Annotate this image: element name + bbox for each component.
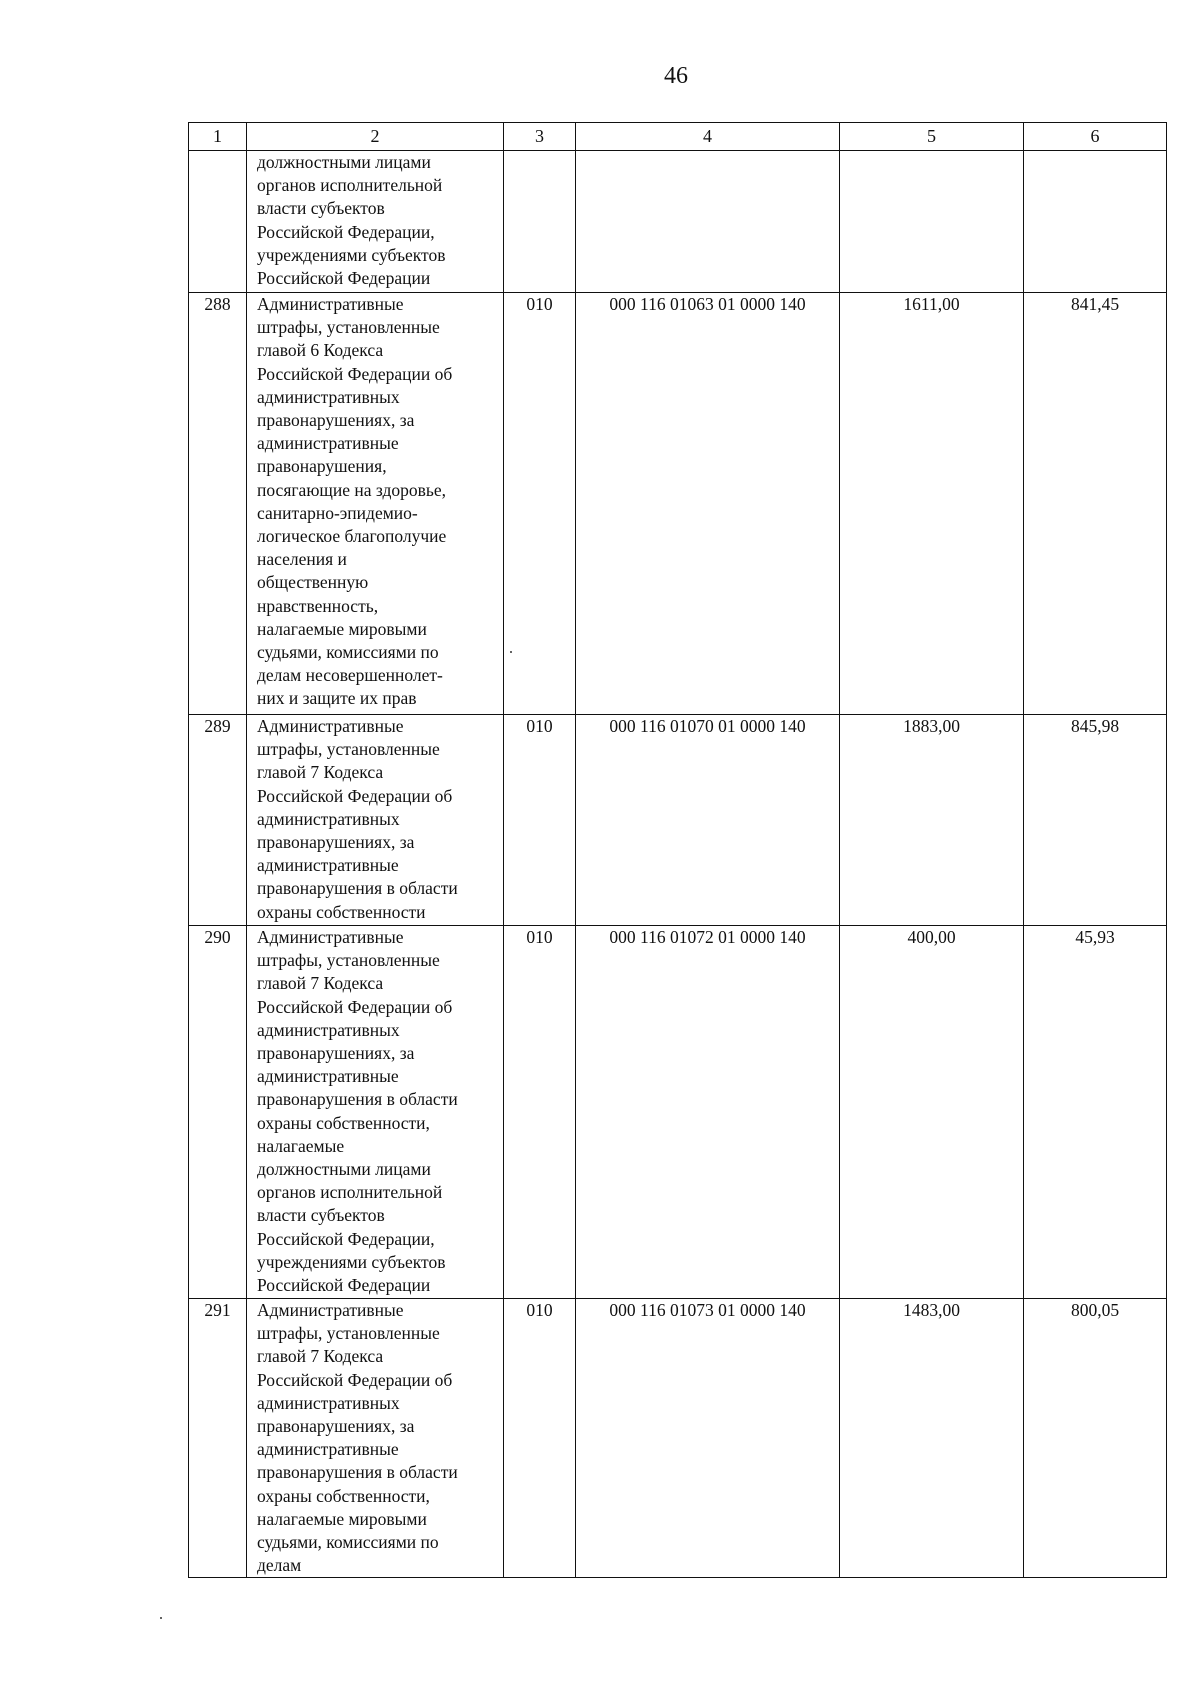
row-col3: 010 <box>504 1299 576 1578</box>
row-description: Административные штрафы, установленные главой 6 Кодекса Российской Федерации об административных правонарушениях, за административные правонарушения, посягающие на здоровье, санитарно-эпидемио- логическое благополучие населения и общественную нравственность, налагаемые мировыми судьями, комиссиями по делам несовершеннолет- них и защите их прав <box>257 294 453 709</box>
header-col-5: 5 <box>840 123 1024 151</box>
table-row-290 <box>189 926 1167 1299</box>
scan-speck <box>160 1617 162 1619</box>
row-number: 290 <box>189 926 247 1299</box>
row-text-cell <box>247 926 504 1299</box>
row-text-cell <box>247 715 504 926</box>
header-col-4: 4 <box>576 123 840 151</box>
table-row-288 <box>189 293 1167 715</box>
row-text-cell <box>247 151 504 293</box>
row-value-6 <box>1024 151 1167 293</box>
row-number <box>189 151 247 293</box>
row-value-5: 1883,00 <box>840 715 1024 926</box>
row-value-6: 845,98 <box>1024 715 1167 926</box>
header-col-2: 2 <box>247 123 504 151</box>
table-header <box>189 123 1167 151</box>
row-number: 288 <box>189 293 247 715</box>
row-value-6: 800,05 <box>1024 1299 1167 1578</box>
page-number: 46 <box>664 63 688 89</box>
table-row-continuation <box>189 151 1167 293</box>
table-row-289 <box>189 715 1167 926</box>
row-col3 <box>504 151 576 293</box>
row-code: 000 116 01073 01 0000 140 <box>576 1299 840 1578</box>
row-number: 289 <box>189 715 247 926</box>
table-row-291 <box>189 1299 1167 1578</box>
header-row <box>189 123 1167 151</box>
row-description: Административные штрафы, установленные главой 7 Кодекса Российской Федерации об административных правонарушениях, за административные правонарушения в области охраны собственности, налагаемые мировыми судьями, комиссиями по делам <box>257 1300 458 1576</box>
row-col3: 010 <box>504 715 576 926</box>
row-col3: 010 <box>504 926 576 1299</box>
row-description: Административные штрафы, установленные главой 7 Кодекса Российской Федерации об административных правонарушениях, за административные правонарушения в области охраны собственности, налагаемые должностными лицами органов исполнительной власти субъектов Российской Федерации, учреждениями субъектов Российской Федерации <box>257 927 458 1296</box>
header-col-1: 1 <box>189 123 247 151</box>
row-value-6: 45,93 <box>1024 926 1167 1299</box>
row-code: 000 116 01072 01 0000 140 <box>576 926 840 1299</box>
row-code: 000 116 01063 01 0000 140 <box>576 293 840 715</box>
header-col-6: 6 <box>1024 123 1167 151</box>
row-text-cell <box>247 293 504 715</box>
header-col-3: 3 <box>504 123 576 151</box>
row-value-5 <box>840 151 1024 293</box>
row-value-5: 1483,00 <box>840 1299 1024 1578</box>
row-value-6: 841,45 <box>1024 293 1167 715</box>
row-code: 000 116 01070 01 0000 140 <box>576 715 840 926</box>
row-description: должностными лицами органов исполнительной власти субъектов Российской Федерации, учреждениями субъектов Российской Федерации <box>257 152 446 289</box>
row-text-cell <box>247 1299 504 1578</box>
row-description: Административные штрафы, установленные главой 7 Кодекса Российской Федерации об административных правонарушениях, за административные правонарушения в области охраны собственности <box>257 716 458 922</box>
table-body <box>189 151 1167 1578</box>
scan-speck <box>510 651 512 653</box>
budget-table <box>188 122 1167 1578</box>
row-value-5: 1611,00 <box>840 293 1024 715</box>
row-value-5: 400,00 <box>840 926 1024 1299</box>
row-number: 291 <box>189 1299 247 1578</box>
row-col3: 010 <box>504 293 576 715</box>
row-code <box>576 151 840 293</box>
